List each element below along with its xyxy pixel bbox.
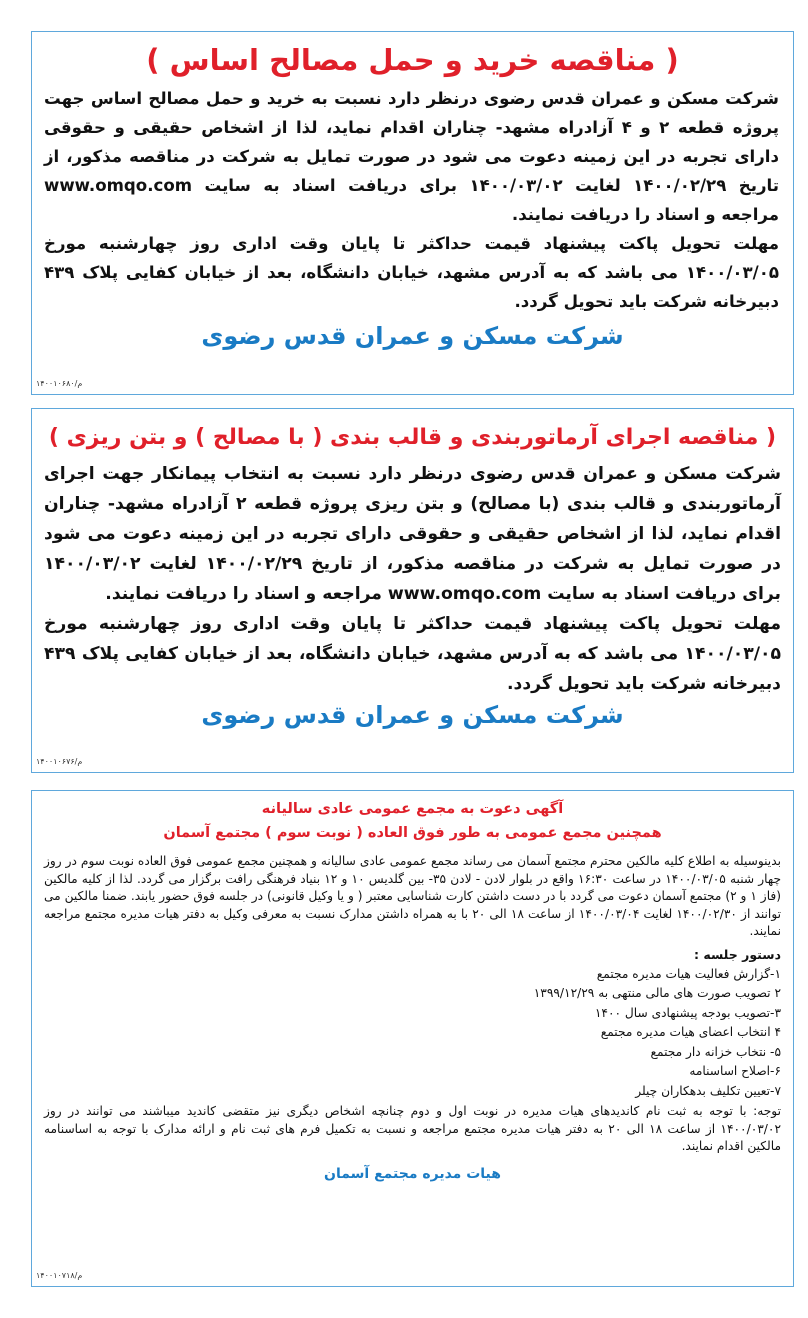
notice3-signature: هیات مدیره مجتمع آسمان [324, 1165, 501, 1182]
notice1-signature: شرکت مسکن و عمران قدس رضوی [201, 322, 624, 350]
agenda-item: ۱-گزارش فعالیت هیات مدیره مجتمع [596, 966, 781, 981]
agenda-item: ۷-تعیین تکلیف بدهکاران چیلر [635, 1083, 781, 1098]
notice2-code: م/۱۴۰۰۱۰۶۷۶ [36, 757, 83, 766]
agenda-item: ۳-تصویب بودجه پیشنهادی سال ۱۴۰۰ [594, 1005, 781, 1020]
tender-notice-rebar [31, 408, 794, 773]
notice3-title-line2: همچنین مجمع عمومی به طور فوق العاده ( نوبت سوم ) مجتمع آسمان [163, 825, 662, 841]
notice3-title-line1: آگهی دعوت به مجمع عمومی عادی سالیانه [261, 801, 564, 817]
notice1-code: م/۱۴۰۰۱۰۶۸۰ [36, 379, 83, 388]
general-assembly-notice [31, 790, 794, 1287]
agenda-item: ۶-اصلاح اساسنامه [689, 1064, 781, 1078]
notice2-body [44, 459, 781, 699]
agenda-list [44, 965, 781, 1102]
notice1-title: ( مناقصه خرید و حمل مصالح اساس ) [146, 43, 679, 77]
tender-notice-materials [31, 31, 794, 395]
notice1-body [44, 84, 779, 316]
agenda-item: ۵- نتخاب خزانه دار مجتمع [650, 1044, 781, 1059]
notice3-code: م/۱۴۰۰۱۰۷۱۸ [36, 1271, 83, 1280]
notice3-body [44, 853, 781, 941]
notice2-signature: شرکت مسکن و عمران قدس رضوی [201, 701, 624, 729]
notice3-body-paragraph: بدینوسیله به اطلاع کلیه مالکین محترم مجتمع آسمان می رساند مجمع عمومی عادی سالیانه و همچنین مجمع عمومی فوق العاده نوبت سوم در روز چهار شنبه ۱۴۰۰/۰۳/۰۵ در ساعت ۱۶:۳۰ واقع در بلوار لادن - لادن ۳۵- بین گلدیس ۱۰ و ۱۲ بنیاد فرهنگی رافت برگزار می گردد. لذا از کلیه مالکین (فاز ۱ و ۲) مجتمع آسمان دعوت می گردد با در دست داشتن کارت شناسایی معتبر ( و یا وکیل قانونی) در جلسه فوق حضور یابند. ضمنا مالکین می توانند از ۱۴۰۰/۰۲/۳۰ لغایت ۱۴۰۰/۰۳/۰۴ از ساعت ۱۸ الی ۲۰ با به همراه داشتن مدارک نسبت به معرفی وکیل به دفتر هیات مدیره مجتمع مراجعه نمایند. [44, 854, 782, 938]
agenda-heading: دستور جلسه : [694, 946, 781, 962]
notice2-paragraph2: مهلت تحویل پاکت پیشنهاد قیمت حداکثر تا پایان وقت اداری روز چهارشنبه مورخ ۱۴۰۰/۰۳/۰۵ می باشد که به آدرس مشهد، خیابان دانشگاه، بعد از خیابان کفایی پلاک ۴۳۹ دبیرخانه شرکت باید تحویل گردد. [44, 614, 781, 694]
agenda-item: ۲ تصویب صورت های مالی منتهی به ۱۳۹۹/۱۲/۲۹ [533, 986, 781, 1000]
notice3-note: توجه: با توجه به ثبت نام کاندیدهای هیات مدیره در نوبت اول و دوم چنانچه اشخاص دیگری نیز متقضی کاندید میباشند می توانند در روز ۱۴۰۰/۰۳/۰۲ از ساعت ۱۸ الی ۲۰ به دفتر هیات مدیره مجتمع مراجعه و نسبت به تکمیل فرم های ثبت نام و ارائه مدارک با توجه به اساسنامه مالکین اقدام نمایند. [44, 1104, 782, 1153]
notice1-paragraph2: مهلت تحویل پاکت پیشنهاد قیمت حداکثر تا پایان وقت اداری روز چهارشنبه مورخ ۱۴۰۰/۰۳/۰۵ می باشد که به آدرس مشهد، خیابان دانشگاه، بعد از خیابان کفایی پلاک ۴۳۹ دبیرخانه شرکت باید تحویل گردد. [44, 234, 779, 311]
notice2-title: ( مناقصه اجرای آرماتوربندی و قالب بندی ( با مصالح ) و بتن ریزی ) [48, 425, 777, 450]
agenda-item: ۴ انتخاب اعضای هیات مدیره مجتمع [600, 1025, 781, 1039]
notice1-paragraph1: شرکت مسکن و عمران قدس رضوی درنظر دارد نسبت به خرید و حمل مصالح اساس جهت پروژه قطعه ۲ و ۴ آزادراه مشهد- چناران اقدام نماید، لذا از اشخاص حقیقی و حقوقی دارای تجربه در این زمینه دعوت می شود در صورت تمایل به شرکت در مناقصه مذکور، از تاریخ ۱۴۰۰/۰۲/۲۹ لغایت ۱۴۰۰/۰۳/۰۲ برای دریافت اسناد به سایت www.omqo.com مراجعه و اسناد را دریافت نمایند. [44, 89, 780, 224]
notice2-paragraph1: شرکت مسکن و عمران قدس رضوی درنظر دارد نسبت به انتخاب پیمانکار جهت اجرای آرماتوربندی و قالب بندی (با مصالح) و بتن ریزی پروژه قطعه ۲ آزادراه مشهد- چناران اقدام نماید، لذا از اشخاص حقیقی و حقوقی دارای تجربه در این زمینه دعوت می شود در صورت تمایل به شرکت در مناقصه مذکور، از تاریخ ۱۴۰۰/۰۲/۲۹ لغایت ۱۴۰۰/۰۳/۰۲ برای دریافت اسناد به سایت www.omqo.com مراجعه و اسناد را دریافت نمایند. [44, 464, 782, 604]
